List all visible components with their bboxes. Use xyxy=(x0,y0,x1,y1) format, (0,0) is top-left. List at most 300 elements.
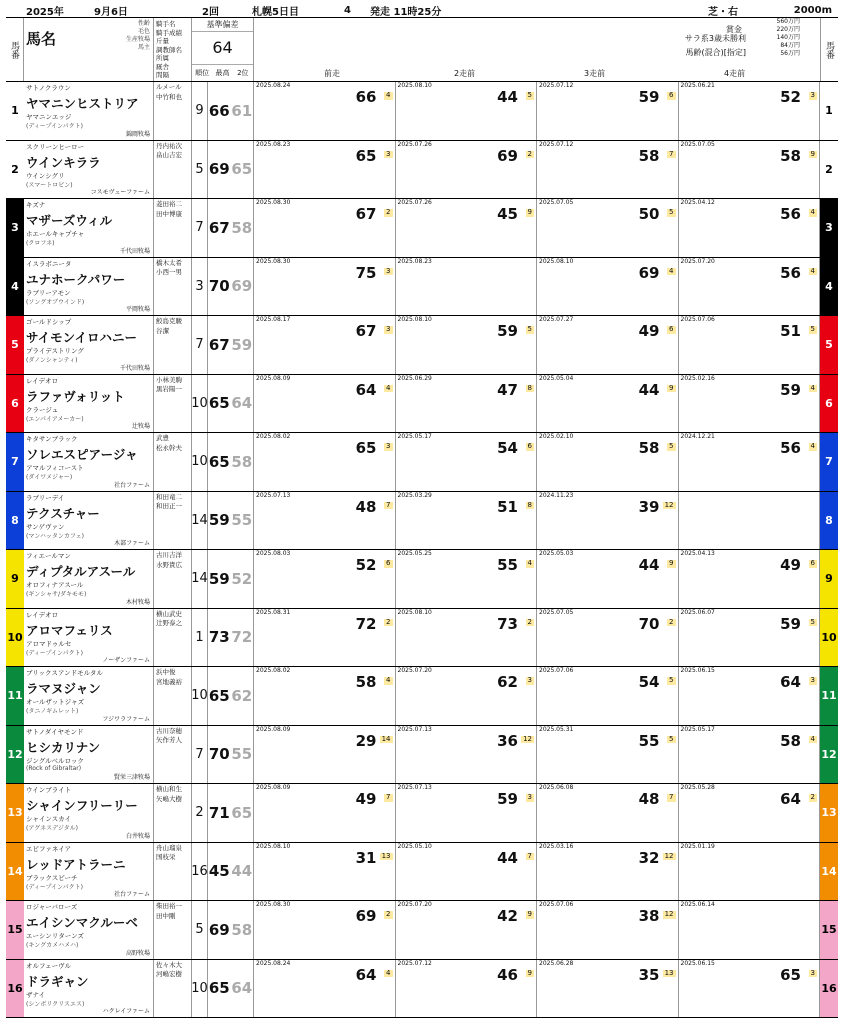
race-year: 2025年 xyxy=(26,7,64,18)
past-race-cell[interactable] xyxy=(254,901,396,959)
race-date-cell: 2025.07.12 xyxy=(539,82,574,89)
rank-order: 14 xyxy=(192,492,208,550)
past-race-cell[interactable] xyxy=(254,258,396,316)
past-race-cell[interactable] xyxy=(396,609,538,667)
broodmare-sire: (ディープインパクト) xyxy=(26,123,83,130)
horse-name[interactable]: シャインフリーリー xyxy=(26,798,138,813)
best-rating: 65 xyxy=(208,394,230,413)
past-race-cell[interactable] xyxy=(679,141,821,199)
finish-place: 4 xyxy=(810,208,815,216)
rating-box xyxy=(208,258,254,316)
jockey-name: 橋木太希 xyxy=(156,258,182,267)
past-race-cell[interactable] xyxy=(679,433,821,491)
finish-place: 4 xyxy=(386,676,391,684)
jockey-name: 横山武史 xyxy=(156,609,182,618)
rank-order: 16 xyxy=(192,843,208,901)
horse-row[interactable] xyxy=(6,726,838,785)
past-race-cell[interactable] xyxy=(537,199,679,257)
horse-name[interactable]: ヤマニンヒストリア xyxy=(26,96,139,111)
horse-name[interactable]: ウインキララ xyxy=(26,154,101,170)
past-race-cell[interactable] xyxy=(396,667,538,725)
dam-name: ブラックスピーチ xyxy=(26,873,78,882)
finish-place: 2 xyxy=(527,149,532,158)
broodmare-sire: (Rock of Gibraltar) xyxy=(26,764,82,772)
past-race-cell[interactable] xyxy=(537,784,679,842)
breeder-name: ノーザンファーム xyxy=(102,657,150,664)
race-rating: 69 xyxy=(497,146,518,165)
past-race-cell[interactable] xyxy=(396,784,538,842)
horse-table xyxy=(6,82,838,1018)
horse-name[interactable]: レッドアトラーニ xyxy=(26,856,126,872)
past-race-cell[interactable] xyxy=(254,492,396,550)
race-rating: 47 xyxy=(497,380,518,399)
past-race-cell[interactable] xyxy=(537,960,679,1018)
race-date-cell: 2025.08.10 xyxy=(397,82,432,89)
finish-place: 3 xyxy=(810,676,815,684)
rank-order: 7 xyxy=(192,199,208,257)
race-date-cell: 2025.07.13 xyxy=(256,491,291,499)
past-race-cell[interactable] xyxy=(679,258,821,316)
past-race-cell[interactable] xyxy=(679,901,821,959)
past-race-cell[interactable] xyxy=(537,843,679,901)
sire-name: レイデオロ xyxy=(26,376,59,385)
jockey-info xyxy=(154,492,192,550)
deviation-box xyxy=(192,18,254,81)
broodmare-sire: (ソングオブウインド) xyxy=(26,298,85,306)
past-race-cell[interactable] xyxy=(679,82,821,140)
race-rating: 50 xyxy=(638,205,660,223)
horse-number: 9 xyxy=(6,550,24,608)
race-rating: 59 xyxy=(638,88,660,106)
umaban-label: 馬番 xyxy=(6,18,24,81)
horse-number: 12 xyxy=(6,726,24,784)
race-date-cell: 2025.01.19 xyxy=(680,842,715,850)
horse-name[interactable]: サイモンイロハニー xyxy=(26,330,138,345)
horse-name[interactable]: テクスチャー xyxy=(26,505,100,521)
finish-place: 6 xyxy=(386,559,391,567)
horse-row[interactable] xyxy=(6,667,838,726)
broodmare-sire: (キングカメハメハ) xyxy=(26,942,79,949)
race-date-cell: 2025.08.02 xyxy=(256,433,291,440)
race-rating: 38 xyxy=(638,907,660,925)
past-races xyxy=(254,316,820,374)
race-date-cell: 2025.06.29 xyxy=(397,374,432,382)
past-race-cell[interactable] xyxy=(254,316,396,374)
rank-order: 7 xyxy=(192,316,208,374)
dam-name: ザナイ xyxy=(26,990,46,999)
horse-number-right: 16 xyxy=(820,960,838,1018)
broodmare-sire: (クロフネ) xyxy=(26,240,55,247)
past-race-cell[interactable] xyxy=(396,550,538,608)
horse-number: 3 xyxy=(6,199,24,257)
past-race-cell[interactable] xyxy=(679,375,821,433)
finish-place: 7 xyxy=(386,793,391,801)
past-race-cell[interactable] xyxy=(537,726,679,784)
jockey-name: 佐々木大 xyxy=(156,960,182,969)
race-date-cell: 2025.07.05 xyxy=(539,608,574,616)
race-rating: 49 xyxy=(355,790,377,808)
second-rating: 58 xyxy=(231,452,253,471)
horse-name[interactable]: ヒシカリナン xyxy=(26,739,101,755)
second-rating: 65 xyxy=(231,803,253,822)
race-rating: 64 xyxy=(355,380,377,399)
finish-place: 4 xyxy=(810,442,815,450)
race-rating: 59 xyxy=(497,322,518,340)
past-race-cell[interactable] xyxy=(254,667,396,725)
finish-place: 4 xyxy=(669,266,674,275)
race-date-cell: 2024.12.21 xyxy=(680,433,715,440)
past-races xyxy=(254,433,820,491)
past-race-cell[interactable] xyxy=(537,141,679,199)
past-race-cell[interactable] xyxy=(396,433,538,491)
race-date-cell: 2025.03.29 xyxy=(397,491,432,499)
race-rating: 44 xyxy=(497,88,518,106)
race-rating: 59 xyxy=(780,380,801,399)
past-race-cell[interactable] xyxy=(254,609,396,667)
horse-label-cell xyxy=(24,18,154,81)
rank-order: 10 xyxy=(192,667,208,725)
rating-box xyxy=(208,667,254,725)
horse-name[interactable]: ユナホークパワー xyxy=(26,271,126,287)
horse-number: 13 xyxy=(6,784,24,842)
past-race-cell[interactable] xyxy=(254,843,396,901)
race-date-cell: 2025.02.16 xyxy=(680,374,715,382)
best-rating: 73 xyxy=(208,628,230,647)
rank-order: 14 xyxy=(192,550,208,608)
race-date-cell: 2025.07.13 xyxy=(397,725,432,733)
best-rating: 69 xyxy=(208,920,230,939)
best-rating: 66 xyxy=(208,101,230,120)
horse-info xyxy=(24,258,154,316)
horse-number: 6 xyxy=(6,375,24,433)
past-race-cell[interactable] xyxy=(396,492,538,550)
broodmare-sire: (エンパイアメーカー) xyxy=(26,415,84,423)
finish-place: 3 xyxy=(386,442,391,450)
race-rating: 52 xyxy=(355,556,377,574)
race-date-cell: 2025.06.07 xyxy=(680,608,715,616)
past-race-cell[interactable] xyxy=(396,82,538,140)
horse-number-right: 11 xyxy=(820,667,838,725)
past-race-cell[interactable] xyxy=(254,726,396,784)
race-start: 発走 11時25分 xyxy=(370,7,442,18)
horse-row[interactable] xyxy=(6,316,838,375)
race-rating: 65 xyxy=(355,146,377,165)
finish-place: 4 xyxy=(810,734,815,743)
race-class: サラ系3歳未勝利 xyxy=(684,34,746,43)
past-race-head xyxy=(254,18,820,81)
race-date-cell: 2025.06.21 xyxy=(680,82,715,89)
finish-place: 2 xyxy=(386,910,391,918)
finish-place: 5 xyxy=(669,208,674,216)
jockey-info xyxy=(154,901,192,959)
race-rating: 66 xyxy=(355,88,377,106)
past-race-cell[interactable] xyxy=(537,667,679,725)
rating-box xyxy=(208,199,254,257)
horse-row[interactable] xyxy=(6,82,838,141)
race-rating: 59 xyxy=(497,790,518,808)
horse-row[interactable] xyxy=(6,433,838,492)
past-races xyxy=(254,550,820,608)
past-race-cell[interactable] xyxy=(537,901,679,959)
horse-row[interactable] xyxy=(6,199,838,258)
jockey-info xyxy=(154,726,192,784)
jockey-info xyxy=(154,667,192,725)
horse-info xyxy=(24,901,154,959)
race-date-cell: 2025.07.26 xyxy=(397,140,432,148)
past-race-cell[interactable] xyxy=(679,667,821,725)
jockey-name: 丹内祐次 xyxy=(156,141,182,150)
race-date-cell: 2025.07.05 xyxy=(539,199,574,206)
jockey-info xyxy=(154,843,192,901)
broodmare-sire: (ダイワメジャー) xyxy=(26,474,73,481)
rating-box xyxy=(208,726,254,784)
horse-number: 15 xyxy=(6,901,24,959)
race-date-cell: 2025.08.24 xyxy=(256,82,291,89)
race-rating: 69 xyxy=(355,907,377,925)
horse-row[interactable] xyxy=(6,141,838,200)
finish-place: 7 xyxy=(527,851,532,860)
horse-row[interactable] xyxy=(6,960,838,1019)
horse-name[interactable]: ドラギャン xyxy=(26,973,89,989)
breeder-name: ハクレイファーム xyxy=(102,1008,150,1015)
race-rating: 69 xyxy=(638,263,660,282)
race-rating: 72 xyxy=(355,614,377,633)
broodmare-sire: (アグネスデジタル) xyxy=(26,825,78,832)
horse-row[interactable] xyxy=(6,258,838,317)
past-race-cell[interactable] xyxy=(254,433,396,491)
horse-number-right: 1 xyxy=(820,82,838,140)
trainer-name: 辻野泰之 xyxy=(156,619,182,627)
past-race-cell[interactable] xyxy=(537,550,679,608)
finish-place: 4 xyxy=(810,383,815,392)
horse-row[interactable] xyxy=(6,550,838,609)
best-rating: 67 xyxy=(208,218,230,237)
rank-order: 10 xyxy=(192,375,208,433)
horse-row[interactable] xyxy=(6,784,838,843)
past-race-cell[interactable] xyxy=(254,784,396,842)
past-race-cell[interactable] xyxy=(537,316,679,374)
horse-name[interactable]: マザーズウィル xyxy=(26,213,113,228)
past-race-cell[interactable] xyxy=(254,550,396,608)
horse-info xyxy=(24,960,154,1018)
past-race-cell[interactable] xyxy=(679,960,821,1018)
past-race-cell[interactable] xyxy=(537,433,679,491)
horse-info xyxy=(24,609,154,667)
jockey-name: 和田竜二 xyxy=(156,492,182,501)
rating-box xyxy=(208,609,254,667)
horse-row[interactable] xyxy=(6,901,838,960)
race-date-cell: 2025.06.08 xyxy=(539,784,574,791)
past-race-cell[interactable] xyxy=(679,843,821,901)
finish-place: 4 xyxy=(386,968,391,977)
jockey-name: 浜中俊 xyxy=(156,668,176,676)
race-rating: 64 xyxy=(780,790,801,808)
race-date-cell: 2025.08.10 xyxy=(397,608,432,616)
past-race-cell[interactable] xyxy=(679,726,821,784)
past-race-cell[interactable] xyxy=(396,258,538,316)
sire-name: キタサンブラック xyxy=(26,435,78,443)
past-race-cell[interactable] xyxy=(396,726,538,784)
race-date-cell: 2025.08.09 xyxy=(256,725,291,733)
finish-place: 5 xyxy=(669,734,674,743)
finish-place: 8 xyxy=(527,383,532,392)
trainer-name: 松永幹夫 xyxy=(156,443,182,452)
past-race-cell[interactable] xyxy=(537,82,679,140)
past-race-cell[interactable] xyxy=(679,316,821,374)
trainer-name: 田中剛 xyxy=(156,911,176,920)
past-race-cell[interactable] xyxy=(537,258,679,316)
past-race-cell[interactable] xyxy=(679,550,821,608)
breeder-name: 平岡牧場 xyxy=(125,306,150,313)
race-date-cell: 2025.06.14 xyxy=(680,901,715,908)
finish-place: 9 xyxy=(810,149,815,158)
rating-box xyxy=(208,550,254,608)
horse-number: 1 xyxy=(6,82,24,140)
race-date-cell: 2025.08.24 xyxy=(256,959,291,967)
second-rating: 55 xyxy=(231,745,253,764)
trainer-name: 黒岩陽一 xyxy=(156,385,182,393)
horse-number-right: 4 xyxy=(820,258,838,316)
finish-place: 7 xyxy=(386,500,391,509)
horse-name[interactable]: アロマフェリス xyxy=(26,622,113,638)
past-race-cell[interactable] xyxy=(396,843,538,901)
past-race-cell[interactable] xyxy=(396,141,538,199)
past-races xyxy=(254,609,820,667)
past-race-cell[interactable] xyxy=(396,316,538,374)
second-rating: 65 xyxy=(231,160,253,179)
past-race-cell[interactable] xyxy=(396,960,538,1018)
horse-info xyxy=(24,843,154,901)
past-race-cell[interactable] xyxy=(537,492,679,550)
race-date-cell: 2025.04.13 xyxy=(680,550,715,557)
second-rating: 58 xyxy=(231,218,253,237)
dam-name: エーシンリターンズ xyxy=(26,932,84,940)
dam-name: ヤマニンエッジ xyxy=(26,113,72,121)
race-date-cell: 2025.05.31 xyxy=(539,725,574,733)
finish-place: 5 xyxy=(669,676,674,684)
dam-name: アロマドゥルセ xyxy=(26,639,72,648)
horse-name[interactable]: ソレエスピアージャ xyxy=(26,447,138,462)
past-races xyxy=(254,141,820,199)
jockey-info xyxy=(154,141,192,199)
past-races xyxy=(254,843,820,901)
race-date-cell: 2025.08.31 xyxy=(256,608,291,616)
race-date-cell: 2025.05.17 xyxy=(397,433,432,440)
race-rating: 64 xyxy=(780,673,801,691)
jockey-name: 小林美駒 xyxy=(156,375,182,384)
past-race-cell[interactable] xyxy=(254,199,396,257)
jockey-name: 鮫島克駿 xyxy=(156,317,182,325)
horse-row[interactable] xyxy=(6,609,838,668)
horse-name[interactable]: エイシンマクルーベ xyxy=(26,915,138,930)
second-rating: 64 xyxy=(231,979,253,998)
broodmare-sire: (ディープインパクト) xyxy=(26,883,83,891)
rank-order: 2 xyxy=(192,784,208,842)
jockey-info xyxy=(154,550,192,608)
breeder-name: 白井牧場 xyxy=(125,832,150,840)
best-rating: 67 xyxy=(208,335,230,354)
race-date-cell: 2025.04.12 xyxy=(680,199,715,206)
finish-place: 4 xyxy=(386,91,391,99)
finish-place: 4 xyxy=(386,383,391,392)
past-races xyxy=(254,82,820,140)
horse-name[interactable]: ディプタルアスール xyxy=(26,564,136,579)
race-rating: 32 xyxy=(638,848,660,867)
race-rating: 73 xyxy=(497,614,518,633)
race-rating: 45 xyxy=(497,205,518,223)
horse-info xyxy=(24,433,154,491)
horse-number: 5 xyxy=(6,316,24,374)
past-race-cell[interactable] xyxy=(679,199,821,257)
finish-place: 6 xyxy=(669,325,674,333)
finish-place: 3 xyxy=(527,793,532,801)
past-race-cell[interactable] xyxy=(254,375,396,433)
race-date-cell: 2025.08.30 xyxy=(256,199,291,206)
horse-row[interactable] xyxy=(6,492,838,551)
past-race-cell[interactable] xyxy=(396,901,538,959)
jockey-info xyxy=(154,199,192,257)
horse-number: 8 xyxy=(6,492,24,550)
past-race-cell[interactable] xyxy=(679,492,821,550)
past-race-cell[interactable] xyxy=(254,141,396,199)
horse-number-right: 14 xyxy=(820,843,838,901)
race-rating: 39 xyxy=(638,497,660,516)
jockey-info xyxy=(154,784,192,842)
past-race-cell[interactable] xyxy=(537,375,679,433)
trainer-name: 矢作芳人 xyxy=(156,736,182,744)
trainer-name: 国枝栄 xyxy=(156,853,176,861)
breeder-name: 辻牧場 xyxy=(131,423,150,430)
horse-name[interactable]: ラファヴォリット xyxy=(26,388,125,404)
past-races xyxy=(254,258,820,316)
horse-row[interactable] xyxy=(6,843,838,902)
race-date-cell: 2025.08.03 xyxy=(256,550,291,557)
jockey-name: 舟山瑠泉 xyxy=(156,843,182,852)
past-race-cell[interactable] xyxy=(254,82,396,140)
past-race-cell[interactable] xyxy=(679,609,821,667)
race-date-cell: 2025.05.03 xyxy=(539,550,574,557)
horse-name[interactable]: ラマヌジャン xyxy=(26,681,101,696)
horse-info xyxy=(24,550,154,608)
past-race-cell[interactable] xyxy=(537,609,679,667)
race-header xyxy=(6,4,838,18)
past-races xyxy=(254,375,820,433)
finish-place: 12 xyxy=(664,500,674,509)
past-race-cell[interactable] xyxy=(396,375,538,433)
finish-place: 9 xyxy=(527,910,532,918)
past-race-cell[interactable] xyxy=(679,784,821,842)
race-venue: 札幌5日目 xyxy=(252,7,299,18)
race-rating: 44 xyxy=(638,380,660,399)
finish-place: 13 xyxy=(664,968,674,977)
sire-name: オルフェーヴル xyxy=(26,961,71,970)
finish-place: 12 xyxy=(523,734,532,743)
horse-row[interactable] xyxy=(6,375,838,434)
past-race-cell[interactable] xyxy=(396,199,538,257)
second-rating: 44 xyxy=(231,862,253,881)
race-date-cell: 2025.08.09 xyxy=(256,374,291,382)
second-rating: 52 xyxy=(231,569,253,588)
sire-name: サトノクラウン xyxy=(26,84,71,92)
race-date-cell: 2024.11.23 xyxy=(539,491,574,499)
race-date-cell: 2025.03.16 xyxy=(539,842,574,850)
finish-place: 3 xyxy=(386,149,391,158)
finish-place: 5 xyxy=(810,617,815,626)
horse-number-right: 3 xyxy=(820,199,838,257)
race-date-cell: 2025.07.05 xyxy=(680,140,715,148)
race-rating: 58 xyxy=(355,673,377,691)
past-race-cell[interactable] xyxy=(254,960,396,1018)
